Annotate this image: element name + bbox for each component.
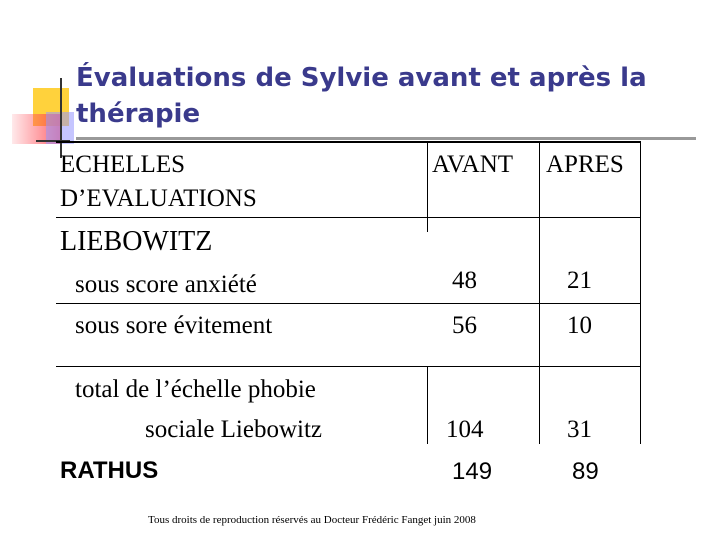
header-apres: APRES	[546, 151, 624, 178]
column-divider-apres	[539, 141, 540, 444]
row-label-total-line2: sociale Liebowitz	[145, 416, 323, 443]
value-total-apres: 31	[567, 416, 592, 443]
header-echelles: ECHELLES	[60, 151, 185, 178]
copyright-footer: Tous droits de reproduction réservés au Docteur Frédéric Fanget juin 2008	[148, 514, 476, 526]
title-underline	[76, 137, 696, 140]
header-evaluations: D’EVALUATIONS	[60, 185, 257, 212]
header-row-divider	[56, 217, 641, 218]
value-anxiete-apres: 21	[567, 267, 592, 294]
table-right-border	[640, 141, 641, 444]
value-total-avant: 104	[446, 416, 484, 443]
row-divider	[56, 366, 641, 367]
row-divider	[56, 303, 641, 304]
column-divider-avant	[427, 366, 428, 444]
row-label-anxiete: sous score anxiété	[75, 271, 257, 298]
section-title-rathus: RATHUS	[60, 457, 159, 484]
header-avant: AVANT	[432, 151, 514, 178]
table-top-border	[56, 141, 641, 143]
section-title-liebowitz: LIEBOWITZ	[60, 226, 213, 257]
value-anxiete-avant: 48	[452, 267, 477, 294]
value-rathus-apres: 89	[572, 458, 599, 485]
value-rathus-avant: 149	[452, 458, 493, 485]
slide-title: Évaluations de Sylvie avant et après la thérapie	[76, 63, 647, 129]
column-divider-avant	[427, 141, 428, 232]
row-label-evitement: sous sore évitement	[75, 312, 273, 339]
value-evitement-apres: 10	[567, 312, 592, 339]
row-label-total-line1: total de l’échelle phobie	[75, 376, 316, 403]
decor-vertical-line	[60, 78, 62, 158]
value-evitement-avant: 56	[452, 312, 477, 339]
